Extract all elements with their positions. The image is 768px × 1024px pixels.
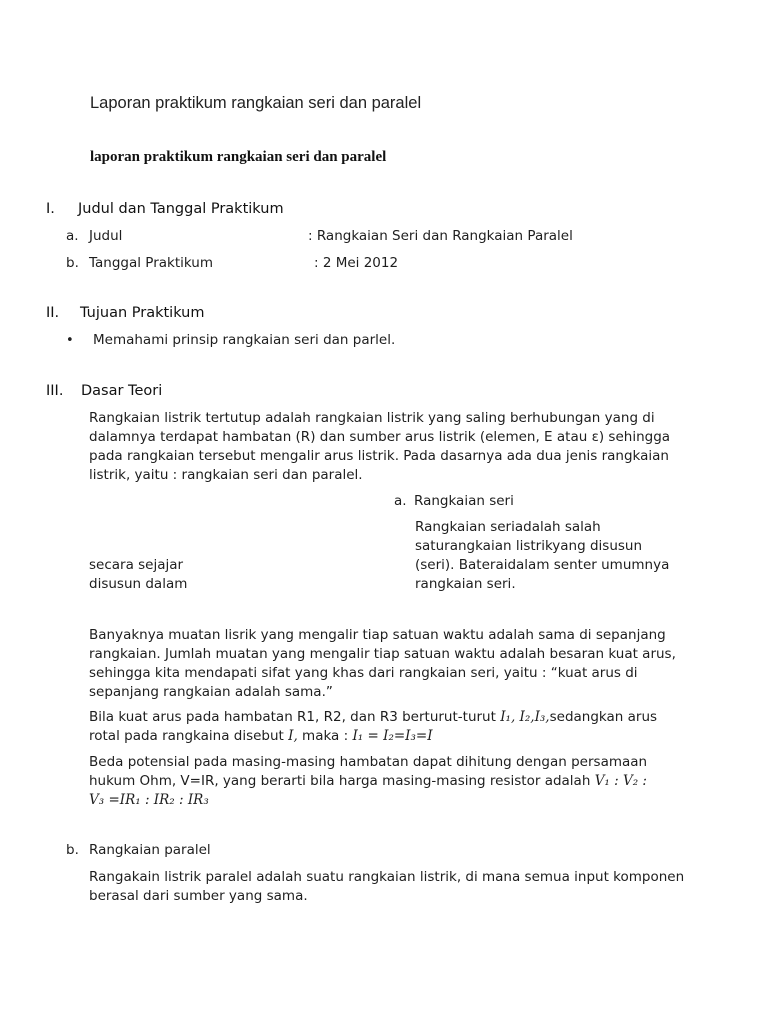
text-line: (seri). Bateraidalam senter umumnya	[415, 557, 670, 573]
text-run: Bila kuat arus pada hambatan R1, R2, dan R3 berturut-turut	[89, 709, 501, 725]
item-a-key: Judul	[89, 228, 123, 244]
seri-paragraph-2	[89, 708, 657, 746]
text-run: sedangkan arus	[549, 709, 658, 725]
item-b-key: Tanggal Praktikum	[89, 255, 213, 271]
section-2-number: II.	[46, 305, 60, 321]
text-run: hukum Ohm, V=IR, yang berarti bila harga masing-masing resistor adalah	[89, 773, 595, 789]
subsection-b-label: b.	[66, 842, 79, 858]
subsection-a-title: Rangkaian seri	[414, 493, 514, 509]
text-line: Rangkaian seriadalah salah	[415, 519, 601, 535]
seri-definition	[415, 518, 669, 594]
text-line: secara sejajar	[89, 557, 184, 573]
math-run: V₃ =IR₁ : IR₂ : IR₃	[89, 792, 209, 808]
section-2-heading: Tujuan Praktikum	[80, 305, 205, 321]
seri-paragraph-3	[89, 753, 647, 810]
text-line	[89, 727, 657, 746]
text-line: rangkaian seri.	[415, 576, 516, 592]
intro-paragraph	[89, 409, 670, 485]
subsection-a-label: a.	[394, 493, 407, 509]
section-1-heading: Judul dan Tanggal Praktikum	[78, 201, 284, 217]
paralel-paragraph	[89, 868, 684, 906]
section-1-number: I.	[46, 201, 55, 217]
subsection-b-title: Rangkaian paralel	[89, 842, 211, 858]
document-subtitle: laporan praktikum rangkaian seri dan paralel	[90, 149, 387, 165]
text-line	[89, 708, 657, 727]
text-line: Rangakain listrik paralel adalah suatu rangkaian listrik, di mana semua input komponen	[89, 869, 685, 885]
math-run: I₁, I₂,I₃,	[500, 709, 550, 725]
math-run: I₁ = I₂=I₃=I	[352, 728, 433, 744]
math-run: V₁ : V₂ :	[594, 773, 647, 789]
item-a-value: : Rangkaian Seri dan Rangkaian Paralel	[308, 228, 573, 244]
section-3-heading: Dasar Teori	[81, 383, 163, 399]
text-line: listrik, yaitu : rangkaian seri dan paralel.	[89, 467, 363, 483]
item-b-value: : 2 Mei 2012	[314, 255, 399, 271]
text-line: dalamnya terdapat hambatan (R) dan sumber arus listrik (elemen, E atau ε) sehingga	[89, 429, 671, 445]
text-line	[89, 772, 647, 791]
item-b-label: b.	[66, 255, 79, 271]
text-line: sepanjang rangkaian adalah sama.”	[89, 684, 333, 700]
section-3-number: III.	[46, 383, 64, 399]
text-line	[89, 791, 647, 810]
objective-item: Memahami prinsip rangkaian seri dan parlel.	[93, 332, 396, 348]
text-line: Banyaknya muatan lisrik yang mengalir tiap satuan waktu adalah sama di sepanjang	[89, 627, 666, 643]
document-title: Laporan praktikum rangkaian seri dan paralel	[90, 94, 422, 112]
text-line: pada rangkaian tersebut mengalir arus listrik. Pada dasarnya ada dua jenis rangkaian	[89, 448, 669, 464]
text-line: berasal dari sumber yang sama.	[89, 888, 308, 904]
text-line: rangkaian. Jumlah muatan yang mengalir tiap satuan waktu adalah besaran kuat arus,	[89, 646, 676, 662]
text-line: saturangkaian listrikyang disusun	[415, 538, 643, 554]
math-run: I,	[288, 728, 298, 744]
text-line: disusun dalam	[89, 576, 188, 592]
text-line: Beda potensial pada masing-masing hambatan dapat dihitung dengan persamaan	[89, 754, 648, 770]
item-a-label: a.	[66, 228, 79, 244]
seri-side-text	[89, 556, 187, 594]
text-run: rotal pada rangkaina disebut	[89, 728, 289, 744]
text-line: Rangkaian listrik tertutup adalah rangkaian listrik yang saling berhubungan yang di	[89, 410, 655, 426]
seri-paragraph-1	[89, 626, 676, 702]
text-run: maka :	[297, 728, 353, 744]
text-line: sehingga kita mendapati sifat yang khas dari rangkaian seri, yaitu : “kuat arus di	[89, 665, 638, 681]
bullet-icon: •	[66, 333, 74, 348]
